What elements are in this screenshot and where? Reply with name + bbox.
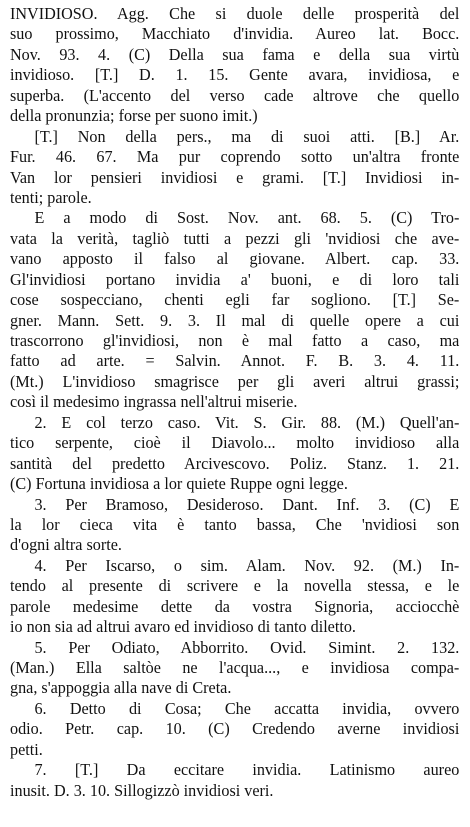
entry-line: gna, s'appoggia alla nave di Creta. [10, 678, 232, 698]
entry-line: così il medesimo ingrassa nell'altrui miserie. [10, 392, 298, 412]
entry-line: della pronunzia; forse per suono imit.) [10, 106, 258, 126]
entry-line: trascorrono gl'invidiosi, non è mal fatto a caso, ma [10, 331, 460, 350]
entry-line: 4. Per Iscarso, o sim. Alam. Nov. 92. (M.) In- [34, 555, 460, 575]
entry-line: (C) Fortuna invidiosa a lor quiete Ruppe ogni legge. [10, 474, 348, 494]
entry-line: cose sospecciano, chenti egli far sogliono. [T.] Se- [10, 290, 460, 310]
entry-line: la lor cieca vita è tanto bassa, Che 'nvidiosi son [10, 514, 460, 534]
entry-line: odio. Petr. cap. 10. (C) Credendo averne invidiosi [10, 719, 460, 739]
entry-line: (Mt.) L'invidioso smagrisce per gli averi altrui grassi; [10, 371, 460, 391]
entry-line: io non sia ad altrui avaro ed invidioso di tanto diletto. [10, 617, 356, 637]
entry-line: (Man.) Ella saltòe ne l'acqua..., e invidiosa compa- [10, 658, 460, 677]
entry-line: 6. Detto di Cosa; Che accatta invidia, ovvero [34, 698, 460, 718]
entry-line: Van lor pensieri invidiosi e grami. [T.] Invidiosi in- [10, 167, 460, 187]
entry-line: vano apposto il falso al giovane. Albert. cap. 33. [10, 249, 460, 269]
entry-line: petti. [10, 739, 43, 759]
entry-line: parole medesime dette da vostra Signoria, acciocchè [10, 596, 460, 616]
entry-line: INVIDIOSO. Agg. Che si duole delle prosperità del [10, 4, 460, 23]
entry-line: Gl'invidiosi portano invidia a' buoni, e di loro tali [10, 269, 460, 289]
entry-line: Nov. 93. 4. (C) Della sua fama e della sua virtù [10, 44, 460, 64]
entry-line: 3. Per Bramoso, Desideroso. Dant. Inf. 3. (C) E [34, 494, 460, 514]
entry-line: invidioso. [T.] D. 1. 15. Gente avara, invidiosa, e [10, 65, 460, 85]
entry-line: gner. Mann. Sett. 9. 3. Il mal di quelle opere a cui [10, 310, 460, 330]
entry-line: fatto ad arte. = Salvin. Annot. F. B. 3. 4. 11. [10, 351, 460, 371]
entry-line: 7. [T.] Da eccitare invidia. Latinismo aureo [34, 760, 460, 780]
entry-line: [T.] Non della pers., ma di suoi atti. [B.] Ar. [34, 126, 460, 146]
entry-line: E a modo di Sost. Nov. ant. 68. 5. (C) Tro- [34, 208, 460, 228]
entry-line: vata la verità, tagliò tutti a pezzi gli 'nvidiosi che ave- [10, 228, 460, 248]
entry-line: d'ogni altra sorte. [10, 535, 122, 555]
entry-line: tico serpente, cioè il Diavolo... molto invidioso alla [10, 433, 460, 453]
entry-line: 2. E col terzo caso. Vit. S. Gir. 88. (M.) Quell'an- [34, 412, 460, 432]
dictionary-entry-invidioso [10, 4, 462, 801]
entry-line: Fur. 46. 67. Ma pur coprendo sotto un'altra fronte [10, 147, 460, 167]
entry-line: santità del predetto Arcivescovo. Poliz. Stanz. 1. 21. [10, 453, 460, 473]
entry-line: tendo al presente di scrivere e la novella stessa, e le [10, 576, 460, 596]
entry-line: 5. Per Odiato, Abborrito. Ovid. Simint. 2. 132. [34, 637, 460, 657]
entry-line: inusit. D. 3. 10. Sillogizzò invidiosi veri. [10, 780, 274, 800]
entry-line: tenti; parole. [10, 187, 92, 207]
entry-line: superba. (L'accento del verso cade altrove che quello [10, 85, 460, 105]
entry-line: suo prossimo, Macchiato d'invidia. Aureo lat. Bocc. [10, 24, 460, 44]
